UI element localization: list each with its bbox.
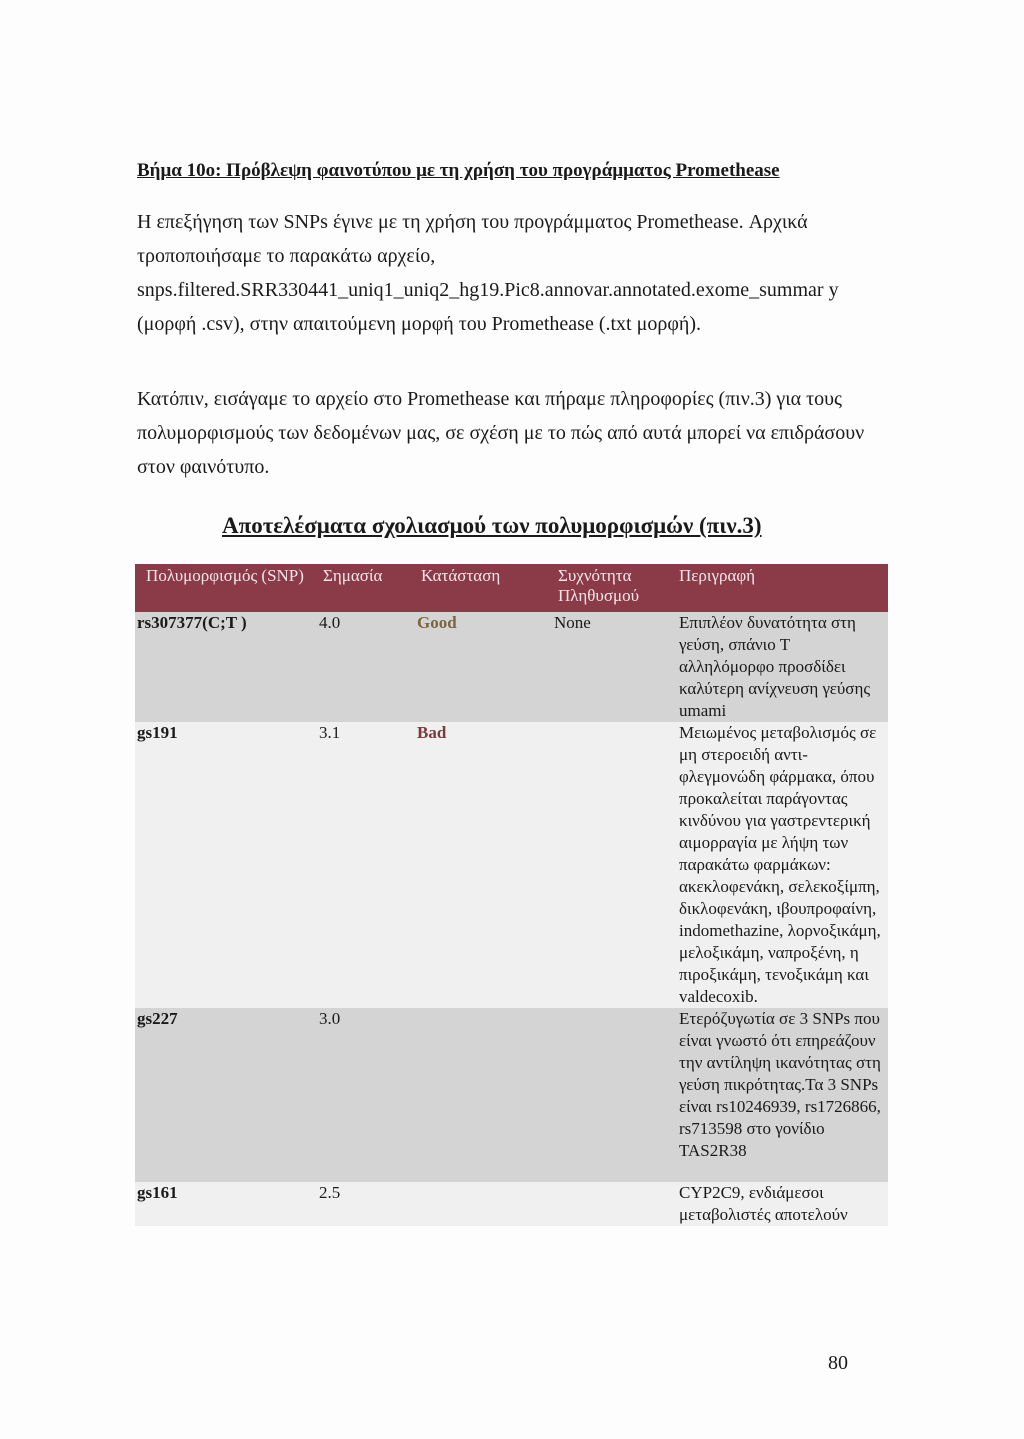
table-row bbox=[135, 1008, 888, 1182]
table-title: Αποτελέσματα σχολιασμού των πολυμορφισμών (πιν.3) bbox=[222, 513, 762, 538]
second-paragraph: Κατόπιν, εισάγαμε το αρχείο στο Promethease και πήραμε πληροφορίες (πιν.3) για τους πολυμορφισμούς των δεδομένων μας, σε σχέση με το πώς από αυτά μπορεί να επιδράσουν στον φαινότυπο. bbox=[137, 388, 865, 478]
snp-id: gs191 bbox=[135, 722, 315, 1008]
table-row bbox=[135, 722, 888, 1008]
frequency: None bbox=[550, 612, 671, 722]
header-frequency: Συχνότητα Πληθυσμού bbox=[550, 564, 671, 612]
header-magnitude: Σημασία bbox=[315, 564, 413, 612]
snp-annotation-table bbox=[135, 564, 888, 1226]
section-heading: Βήμα 10ο: Πρόβλεψη φαινοτύπου με τη χρήση του προγράμματος Promethease bbox=[137, 160, 780, 181]
snp-id: rs307377(C;T ) bbox=[135, 612, 315, 722]
magnitude: 2.5 bbox=[315, 1182, 413, 1226]
description: CYP2C9, ενδιάμεσοι μεταβολιστές αποτελούν bbox=[671, 1182, 888, 1226]
frequency bbox=[550, 1182, 671, 1226]
snp-id: gs227 bbox=[135, 1008, 315, 1182]
magnitude: 4.0 bbox=[315, 612, 413, 722]
status bbox=[413, 1182, 550, 1226]
header-status: Κατάσταση bbox=[413, 564, 550, 612]
header-snp: Πολυμορφισμός (SNP) bbox=[135, 564, 315, 612]
magnitude: 3.1 bbox=[315, 722, 413, 1008]
frequency bbox=[550, 722, 671, 1008]
description: Μειωμένος μεταβολισμός σε μη στεροειδή αντι-φλεγμονώδη φάρμακα, όπου προκαλείται παράγοντας κινδύνου για γαστρεντερική αιμορραγία με λήψη των παρακάτω φαρμάκων: ακεκλοφενάκη, σελεκοξίμπη, δικλοφενάκη, ιβουπροφαίνη, indomethazine, λορνοξικάμη, μελοξικάμη, ναπροξένη, η πιροξικάμη, τενοξικάμη και valdecoxib. bbox=[671, 722, 888, 1008]
magnitude: 3.0 bbox=[315, 1008, 413, 1182]
status bbox=[413, 1008, 550, 1182]
table-header-row bbox=[135, 564, 888, 612]
page-number: 80 bbox=[828, 1352, 848, 1374]
status: Good bbox=[413, 612, 550, 722]
frequency bbox=[550, 1008, 671, 1182]
status: Bad bbox=[413, 722, 550, 1008]
table-row bbox=[135, 612, 888, 722]
intro-paragraph: Η επεξήγηση των SNPs έγινε με τη χρήση του προγράμματος Promethease. Αρχικά τροποποιήσαμε το παρακάτω αρχείο, snps.filtered.SRR330441_uniq1_uniq2_hg19.Pic8.annovar.annotated.exome_summar y (μορφή .csv), στην απαιτούμενη μορφή του Promethease (.txt μορφή). bbox=[137, 211, 839, 335]
description: Επιπλέον δυνατότητα στη γεύση, σπάνιο Τ αλληλόμορφο προσδίδει καλύτερη ανίχνευση γεύσης umami bbox=[671, 612, 888, 722]
header-description: Περιγραφή bbox=[671, 564, 888, 612]
description: Ετερόζυγωτία σε 3 SNPs που είναι γνωστό ότι επηρεάζουν την αντίληψη ικανότητας στη γεύση πικρότητας.Τα 3 SNPs είναι rs10246939, rs1726866, rs713598 στο γονίδιο TAS2R38 bbox=[671, 1008, 888, 1182]
table-row bbox=[135, 1182, 888, 1226]
snp-id: gs161 bbox=[135, 1182, 315, 1226]
